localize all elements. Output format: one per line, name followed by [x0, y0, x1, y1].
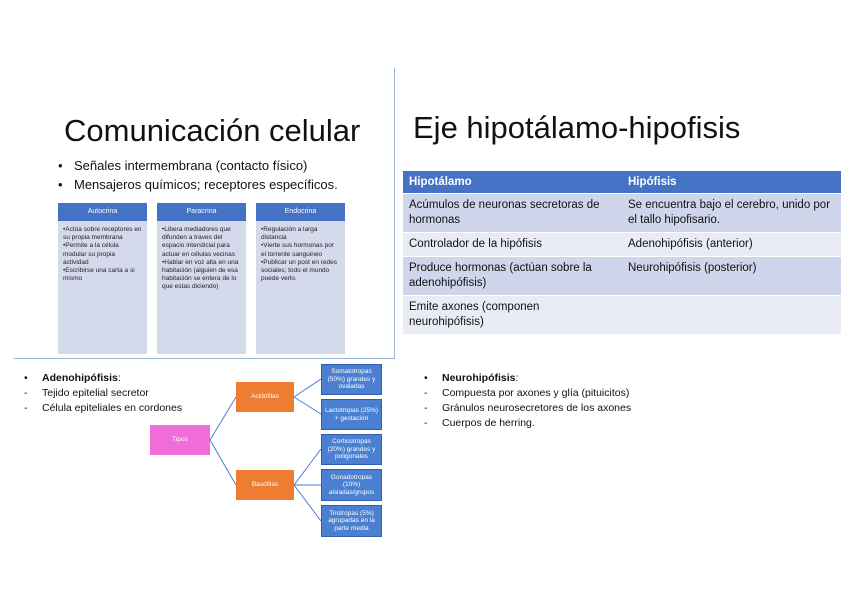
- diagram-leaf-node: Corticotropas (20%) grandes y poligonales: [321, 434, 382, 465]
- table-cell: Controlador de la hipófisis: [403, 233, 622, 257]
- column-item: •Vierte sus hormonas por el torrente sanguineo: [261, 242, 334, 258]
- right-title: Eje hipotálamo-hipofisis: [413, 110, 741, 145]
- column-item: •Libera mediadores que difunden a traves del espacio intersticial para actuar en células vecinas: [162, 226, 235, 258]
- table-cell: Adenohipófisis (anterior): [622, 233, 841, 257]
- diagram-group-node: Acidófilas: [236, 382, 294, 412]
- column-item: •Escribirse una carta a si mismo: [63, 267, 135, 283]
- diagram-leaf-node: Gonadotropas (10%) aisladas/grupos: [321, 469, 382, 501]
- column-item: •Hablar en voz alta en una habitación (alguien de esa habitación se entera de lo que estas diciendo): [162, 258, 239, 291]
- diagram-leaf-node: Somatotropas (50%) grandes y ovaladas: [321, 364, 382, 395]
- list-item: - Célula epiteliales en cordones: [24, 402, 183, 414]
- diagram-leaf-node: Tirotropas (5%) agrupadas en la parte media: [321, 505, 382, 537]
- table-cell: Se encuentra bajo el cerebro, unido por el tallo hipofisario.: [622, 194, 841, 233]
- diagram-group-node: Basófilas: [236, 470, 294, 500]
- list-item: - Compuesta por axones y glía (pituicitos): [424, 387, 630, 399]
- table-cell: Acúmulos de neuronas secretoras de hormonas: [403, 194, 622, 233]
- column-header: Autocrina: [58, 203, 147, 221]
- left-bullet: • Mensajeros químicos; receptores específicos.: [56, 175, 338, 194]
- column-item: •Publicar un post en redes sociales; todo el mundo puede verlo.: [261, 258, 337, 283]
- list-item: - Gránulos neurosecretores de los axones: [424, 402, 632, 414]
- table-cell: Produce hormonas (actúan sobre la adenohipófisis): [403, 257, 622, 296]
- diagram-leaf-node: Lactotropas (25%) + gestación: [321, 399, 382, 430]
- left-title: Comunicación celular: [64, 113, 361, 148]
- table-header: Hipófisis: [622, 171, 841, 194]
- column-header: Endocrina: [256, 203, 345, 221]
- list-item: - Tejido epitelial secretor: [24, 387, 149, 399]
- column-item: •Regulación a larga distancia: [261, 226, 318, 242]
- diagram-root-node: Tipos: [150, 425, 210, 455]
- table-cell: Neurohipófisis (posterior): [622, 257, 841, 296]
- column-header: Paracrina: [157, 203, 246, 221]
- table-header: Hipotálamo: [403, 171, 622, 194]
- column-item: •Permite a la célula modular su propia actividad: [63, 242, 119, 266]
- list-heading: • Adenohipófisis:: [24, 372, 121, 384]
- left-bullet: • Señales intermembrana (contacto físico): [56, 156, 338, 175]
- column-item: •Actúa sobre receptores en su propia membrana: [63, 226, 142, 242]
- table-cell: Emite axones (componen neurohipófisis): [403, 296, 622, 335]
- list-heading: • Neurohipófisis:: [424, 372, 519, 384]
- list-item: - Cuerpos de herring.: [424, 417, 535, 429]
